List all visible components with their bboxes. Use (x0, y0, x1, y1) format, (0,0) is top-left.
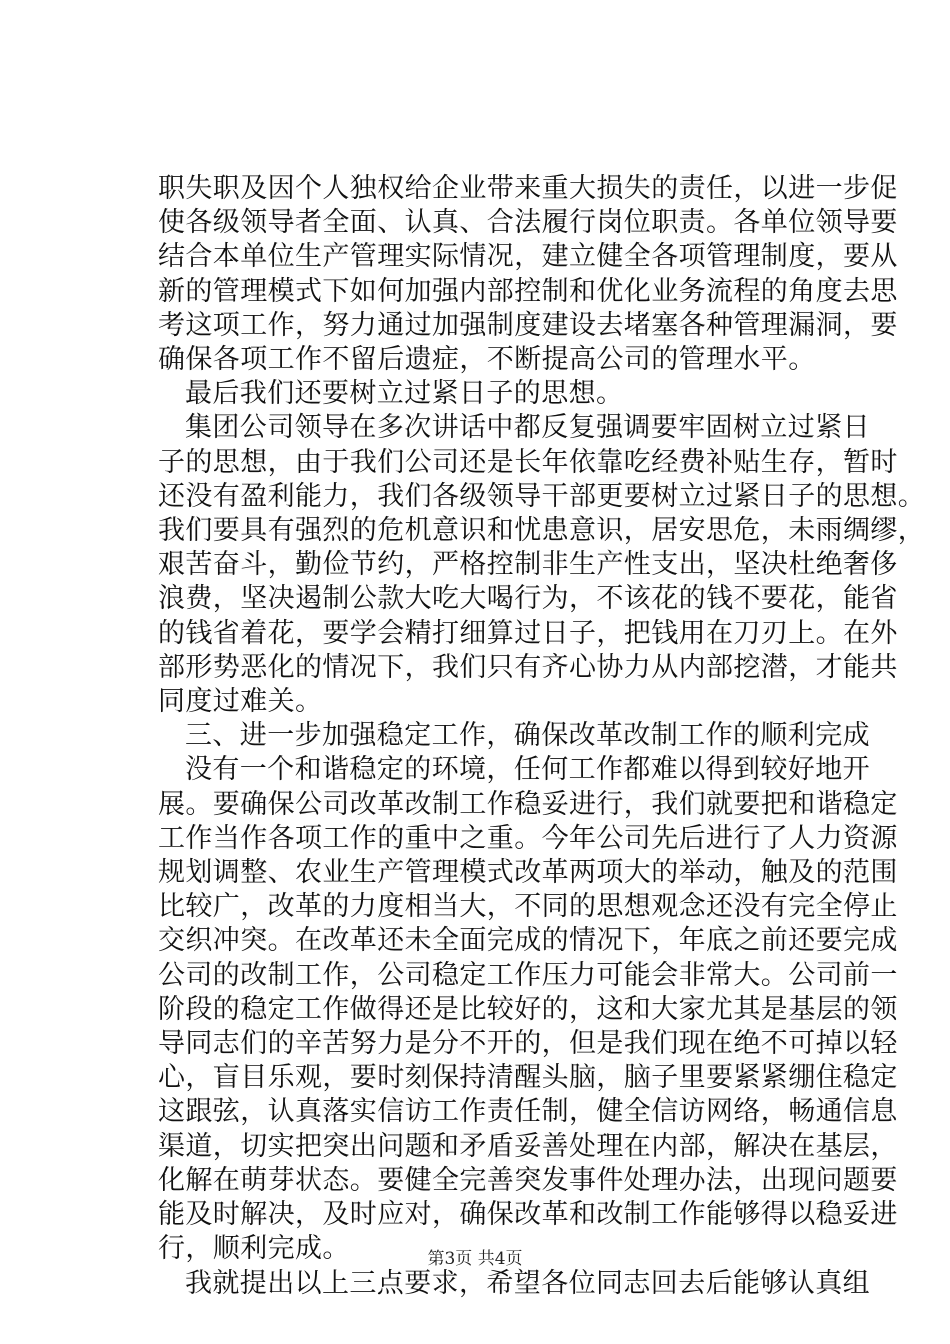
text-line: 心，盲目乐观，要时刻保持清醒头脑，脑子里要紧紧绷住稳定 (158, 1062, 898, 1094)
text-line: 集团公司领导在多次讲话中都反复强调要牢固树立过紧日 (185, 412, 870, 444)
text-line: 部形势恶化的情况下，我们只有齐心协力从内部挖潜，才能共 (158, 651, 898, 683)
text-line: 我们要具有强烈的危机意识和忧患意识，居安思危，未雨绸缪， (158, 515, 926, 547)
text-line: 渠道，切实把突出问题和矛盾妥善处理在内部，解决在基层， (158, 1130, 898, 1162)
text-line: 使各级领导者全面、认真、合法履行岗位职责。各单位领导要 (158, 207, 898, 239)
text-line: 子的思想，由于我们公司还是长年依靠吃经费补贴生存，暂时 (158, 446, 898, 478)
text-line: 化解在萌芽状态。要健全完善突发事件处理办法，出现问题要 (158, 1164, 898, 1196)
text-line: 展。要确保公司改革改制工作稳妥进行，我们就要把和谐稳定 (158, 788, 898, 820)
text-line: 交织冲突。在改革还未全面完成的情况下，年底之前还要完成 (158, 925, 898, 957)
text-line: 还没有盈利能力，我们各级领导干部更要树立过紧日子的思想。 (158, 480, 926, 512)
text-line: 能及时解决，及时应对，确保改革和改制工作能够得以稳妥进 (158, 1199, 898, 1231)
text-line: 工作当作各项工作的重中之重。今年公司先后进行了人力资源 (158, 822, 898, 854)
text-line: 行，顺利完成。 (158, 1233, 350, 1265)
text-line: 结合本单位生产管理实际情况，建立健全各项管理制度，要从 (158, 241, 898, 273)
text-line: 公司的改制工作，公司稳定工作压力可能会非常大。公司前一 (158, 959, 898, 991)
text-line: 比较广，改革的力度相当大，不同的思想观念还没有完全停止 (158, 891, 898, 923)
text-line: 考这项工作，努力通过加强制度建设去堵塞各种管理漏洞，要 (158, 309, 898, 341)
paragraph-heading: 最后我们还要树立过紧日子的思想。 (185, 378, 624, 410)
text-line: 阶段的稳定工作做得还是比较好的，这和大家尤其是基层的领 (158, 993, 898, 1025)
text-line: 没有一个和谐稳定的环境，任何工作都难以得到较好地开 (185, 754, 870, 786)
text-line: 这跟弦，认真落实信访工作责任制，健全信访网络，畅通信息 (158, 1096, 898, 1128)
text-line: 艰苦奋斗，勤俭节约，严格控制非生产性支出，坚决杜绝奢侈 (158, 549, 898, 581)
text-line: 导同志们的辛苦努力是分不开的，但是我们现在绝不可掉以轻 (158, 1028, 898, 1060)
text-line: 职失职及因个人独权给企业带来重大损失的责任，以进一步促 (158, 173, 898, 204)
page-number-footer: 第3页 共4页 (427, 1249, 523, 1269)
text-line: 的钱省着花，要学会精打细算过日子，把钱用在刀刃上。在外 (158, 617, 898, 649)
text-line: 我就提出以上三点要求，希望各位同志回去后能够认真组 (185, 1267, 870, 1299)
text-line: 新的管理模式下如何加强内部控制和优化业务流程的角度去思 (158, 275, 898, 307)
section-heading: 三、进一步加强稳定工作，确保改革改制工作的顺利完成 (185, 720, 870, 752)
text-line: 确保各项工作不留后遗症，不断提高公司的管理水平。 (158, 344, 816, 376)
text-line: 规划调整、农业生产管理模式改革两项大的举动，触及的范围 (158, 857, 898, 889)
text-line: 浪费，坚决遏制公款大吃大喝行为，不该花的钱不要花，能省 (158, 583, 898, 615)
text-line: 同度过难关。 (158, 686, 323, 718)
body-text (158, 172, 926, 1301)
